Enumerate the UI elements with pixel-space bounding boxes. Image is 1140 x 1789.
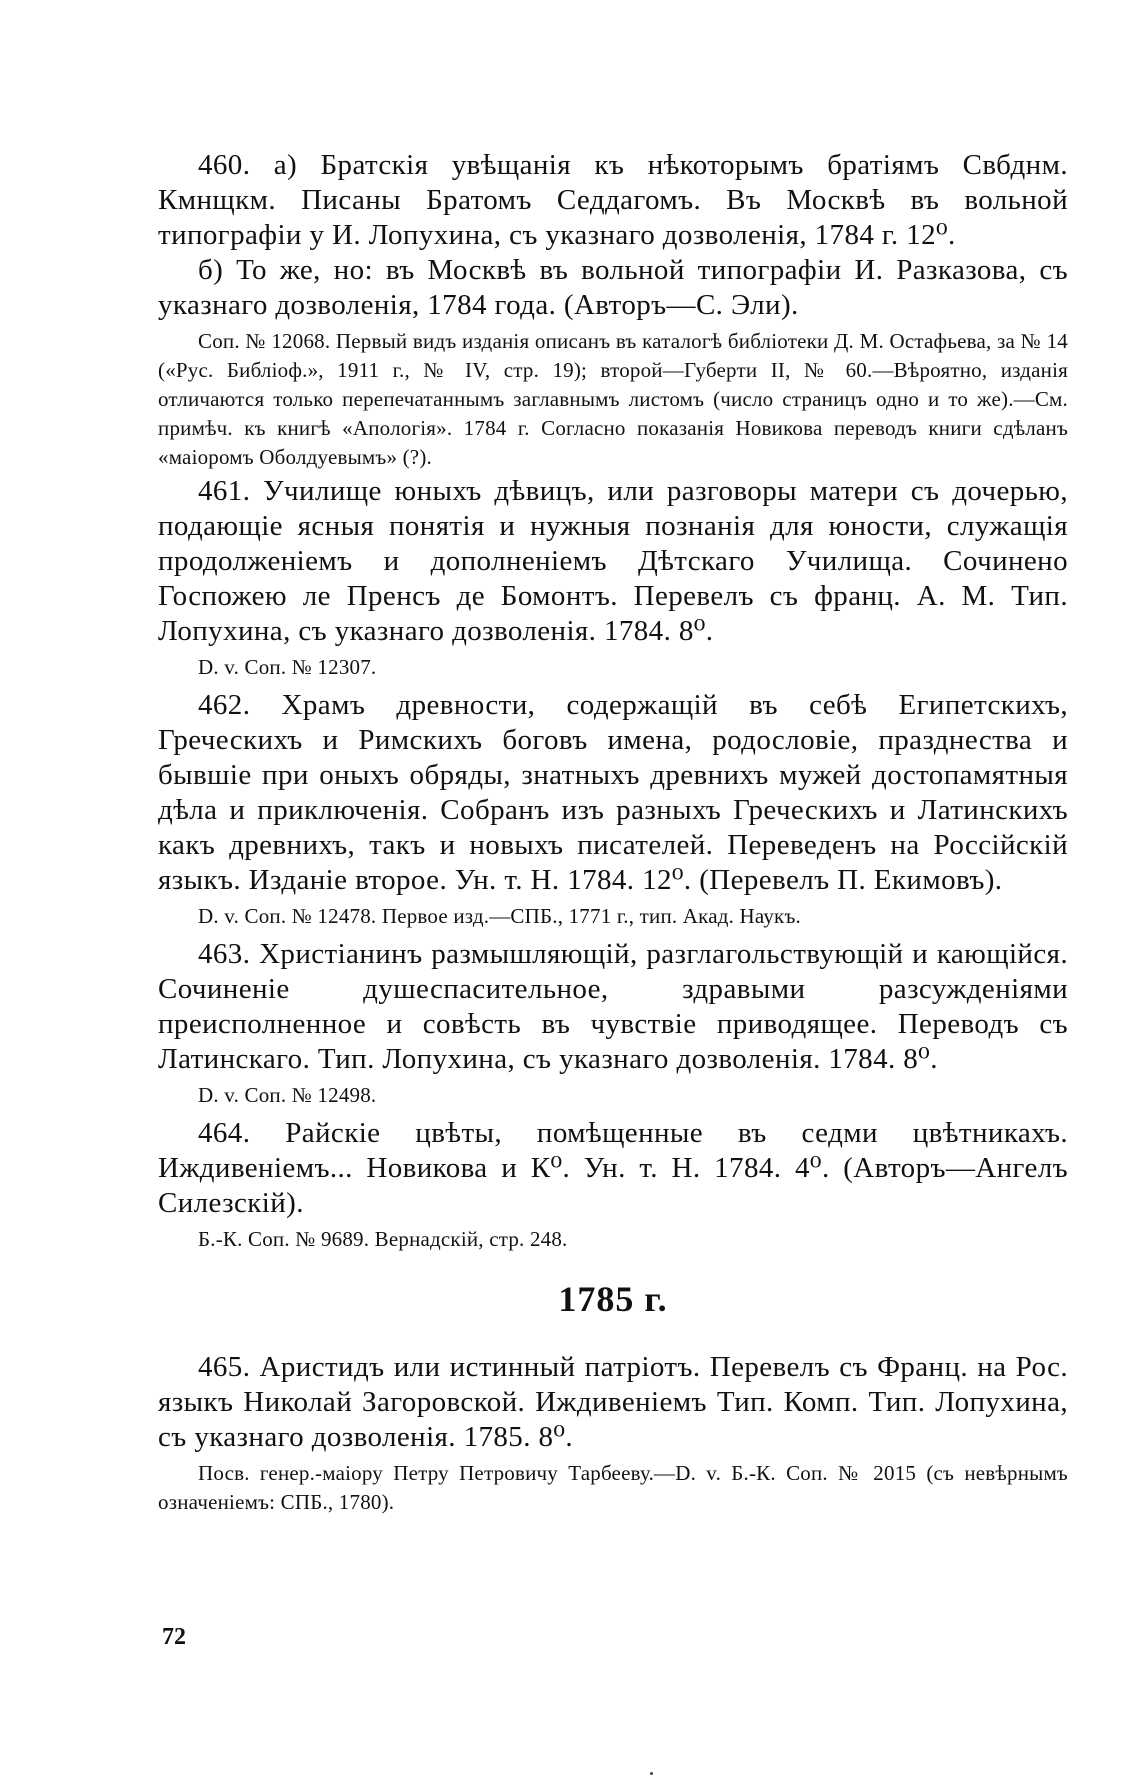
entry-note: Посв. генер.-маіору Петру Петровичу Тарбееву.—D. v. Б.-К. Соп. № 2015 (съ невѣрнымъ означеніемъ: СПБ., 1780). (158, 1461, 1068, 1514)
entry-paragraph: 465. Аристидъ или истинный патріотъ. Перевелъ съ Франц. на Рос. языкъ Николай Загоровской. Иждивеніемъ Тип. Комп. Тип. Лопухина, съ указнаго дозволенія. 1785. 8⁰. (158, 1351, 1068, 1453)
entry-paragraph: б) То же, но: въ Москвѣ въ вольной типографіи И. Разказова, съ указнаго дозволенія, 1784 года. (Авторъ—С. Эли). (158, 254, 1068, 321)
entry-note: D. v. Соп. № 12307. (198, 655, 377, 679)
entry-note: D. v. Соп. № 12478. Первое изд.—СПБ., 1771 г., тип. Акад. Наукъ. (198, 904, 801, 928)
entry-note: Соп. № 12068. Первый видъ изданія описанъ въ каталогѣ библіотеки Д. М. Остафьева, за № 14 («Рус. Библіоф.», 1911 г., № IV, стр. 19); второй—Губерти II, № 60.—Вѣроятно, изданія отличаются только перепечатаннымъ заглавнымъ листомъ (число страницъ одно и то же).—См. примѣч. къ книгѣ «Апологія». 1784 г. Согласно показанія Новикова переводъ книги сдѣланъ «маіоромъ Оболдуевымъ» (?). (158, 329, 1068, 469)
entry-paragraph: 461. Училище юныхъ дѣвицъ, или разговоры матери съ дочерью, подающіе ясныя понятія и нужныя познанія для юности, служащія продолженіемъ и дополненіемъ Дѣтскаго Училища. Сочинено Госпожею ле Пренсъ де Бомонтъ. Перевелъ съ франц. А. М. Тип. Лопухина, съ указнаго дозволенія. 1784. 8⁰. (158, 475, 1068, 647)
scan-speck (650, 1772, 653, 1775)
entry-461 (158, 474, 1068, 682)
year-heading: 1785 г. (558, 1279, 668, 1319)
entry-paragraph: 464. Райскіе цвѣты, помѣщенные въ седми цвѣтникахъ. Иждивеніемъ... Новикова и К⁰. Ун. т. Н. 1784. 4⁰. (Авторъ—Ангелъ Силезскій). (158, 1117, 1068, 1219)
entry-463 (158, 937, 1068, 1110)
entry-note: Б.-К. Соп. № 9689. Вернадскій, стр. 248. (198, 1227, 568, 1251)
entry-465 (158, 1350, 1068, 1517)
entry-paragraph: 462. Храмъ древности, содержащій въ себѣ Египетскихъ, Греческихъ и Римскихъ боговъ имена, родословіе, празднества и бывшіе при оныхъ обряды, знатныхъ древнихъ мужей достопамятныя дѣла и приключенія. Собранъ изъ разныхъ Греческихъ и Латинскихъ какъ древнихъ, такъ и новыхъ писателей. Переведенъ на Россійскій языкъ. Изданіе второе. Ун. т. Н. 1784. 12⁰. (Перевелъ П. Екимовъ). (158, 689, 1068, 896)
entry-paragraph: 463. Христіанинъ размышляющій, разглагольствующій и кающійся. Сочиненіе душеспасительное, здравыми разсужденіями преисполненное и совѣсть въ чувствіе приводящее. Переводъ съ Латинскаго. Тип. Лопухина, съ указнаго дозволенія. 1784. 8⁰. (158, 938, 1068, 1075)
entry-464 (158, 1116, 1068, 1254)
page-text-column (158, 148, 1068, 1517)
entry-paragraph: 460. а) Братскія увѣщанія къ нѣкоторымъ братіямъ Свбднм. Кмнщкм. Писаны Братомъ Седдагомъ. Въ Москвѣ въ вольной типографіи у И. Лопухина, съ указнаго дозволенія, 1784 г. 12⁰. (158, 149, 1068, 251)
entry-462 (158, 688, 1068, 931)
entry-note: D. v. Соп. № 12498. (198, 1083, 377, 1107)
entry-460 (158, 148, 1068, 472)
page-number: 72 (162, 1624, 186, 1650)
